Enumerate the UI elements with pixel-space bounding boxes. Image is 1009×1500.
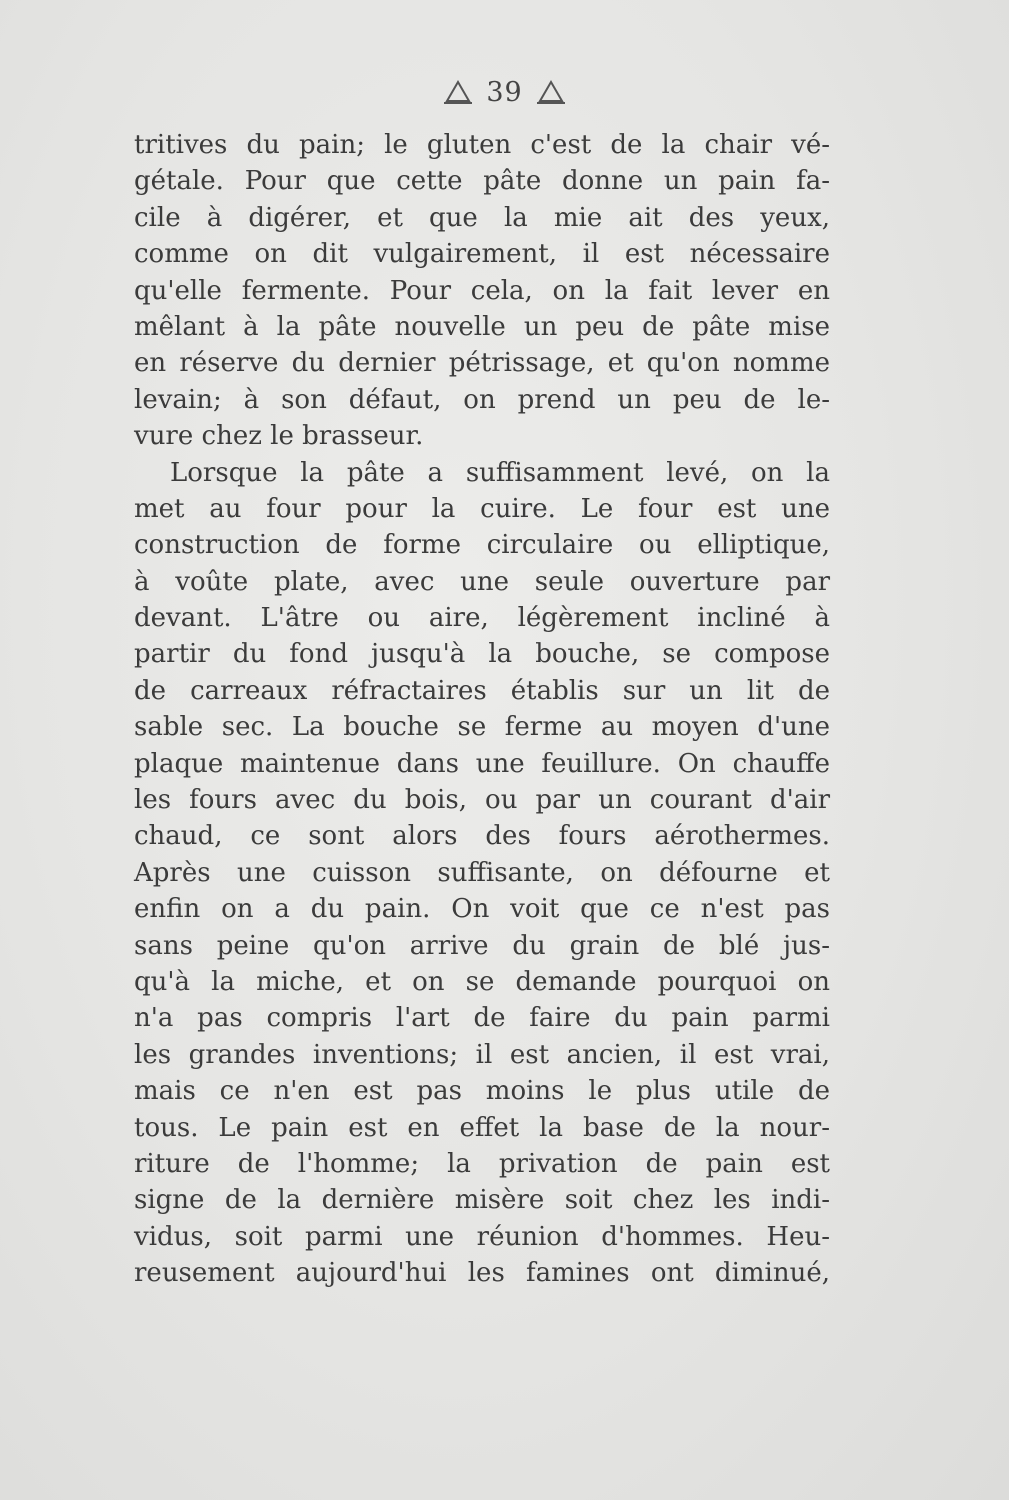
text-line: gétale. Pour que cette pâte donne un pain fa- [134,166,830,197]
triangle-ornament-left-icon [444,79,472,105]
text-line: chaud, ce sont alors des fours aérothermes. [134,821,830,852]
text-line: construction de forme circulaire ou elliptique, [134,530,830,561]
body-text [134,127,830,1292]
text-line: mais ce n'en est pas moins le plus utile de [134,1076,830,1107]
text-line: mêlant à la pâte nouvelle un peu de pâte mise [134,311,830,342]
text-line: qu'elle fermente. Pour cela, on la fait lever en [134,275,830,306]
text-line: vure chez le brasseur. [134,421,424,452]
text-line: tritives du pain; le gluten c'est de la chair vé- [134,130,830,160]
page-header [0,72,1009,112]
text-line: signe de la dernière misère soit chez les indi- [134,1185,830,1216]
text-line: Après une cuisson suffisante, on défourne et [134,857,830,888]
text-line: les grandes inventions; il est ancien, il est vrai, [134,1039,830,1070]
text-line: comme on dit vulgairement, il est nécessaire [134,239,830,270]
text-line: qu'à la miche, et on se demande pourquoi on [134,966,830,997]
text-line: sans peine qu'on arrive du grain de blé jus- [134,930,830,961]
text-line: vidus, soit parmi une réunion d'hommes. Heu- [134,1221,830,1252]
text-line: levain; à son défaut, on prend un peu de le- [134,384,830,415]
text-line: en réserve du dernier pétrissage, et qu'on nomme [134,348,830,379]
text-line: de carreaux réfractaires établis sur un lit de [134,675,830,706]
text-line: plaque maintenue dans une feuillure. On chauffe [134,748,830,779]
text-line: tous. Le pain est en effet la base de la nour- [134,1112,830,1143]
text-line: enfin on a du pain. On voit que ce n'est pas [134,894,830,925]
text-line: devant. L'âtre ou aire, légèrement incliné à [134,603,830,634]
text-line: met au four pour la cuire. Le four est une [134,493,830,524]
text-line: sable sec. La bouche se ferme au moyen d'une [134,712,830,743]
text-line: cile à digérer, et que la mie ait des yeux, [134,202,830,233]
page-number: 39 [486,76,523,108]
text-line: n'a pas compris l'art de faire du pain parmi [134,1003,830,1034]
text-line: Lorsque la pâte a suffisamment levé, on la [170,457,830,488]
text-line: à voûte plate, avec une seule ouverture par [134,566,830,597]
text-line: les fours avec du bois, ou par un courant d'air [134,785,830,816]
text-line: riture de l'homme; la privation de pain est [134,1148,830,1179]
text-line: reusement aujourd'hui les famines ont diminué, [134,1258,830,1289]
text-line: partir du fond jusqu'à la bouche, se compose [134,639,830,670]
triangle-ornament-right-icon [537,79,565,105]
